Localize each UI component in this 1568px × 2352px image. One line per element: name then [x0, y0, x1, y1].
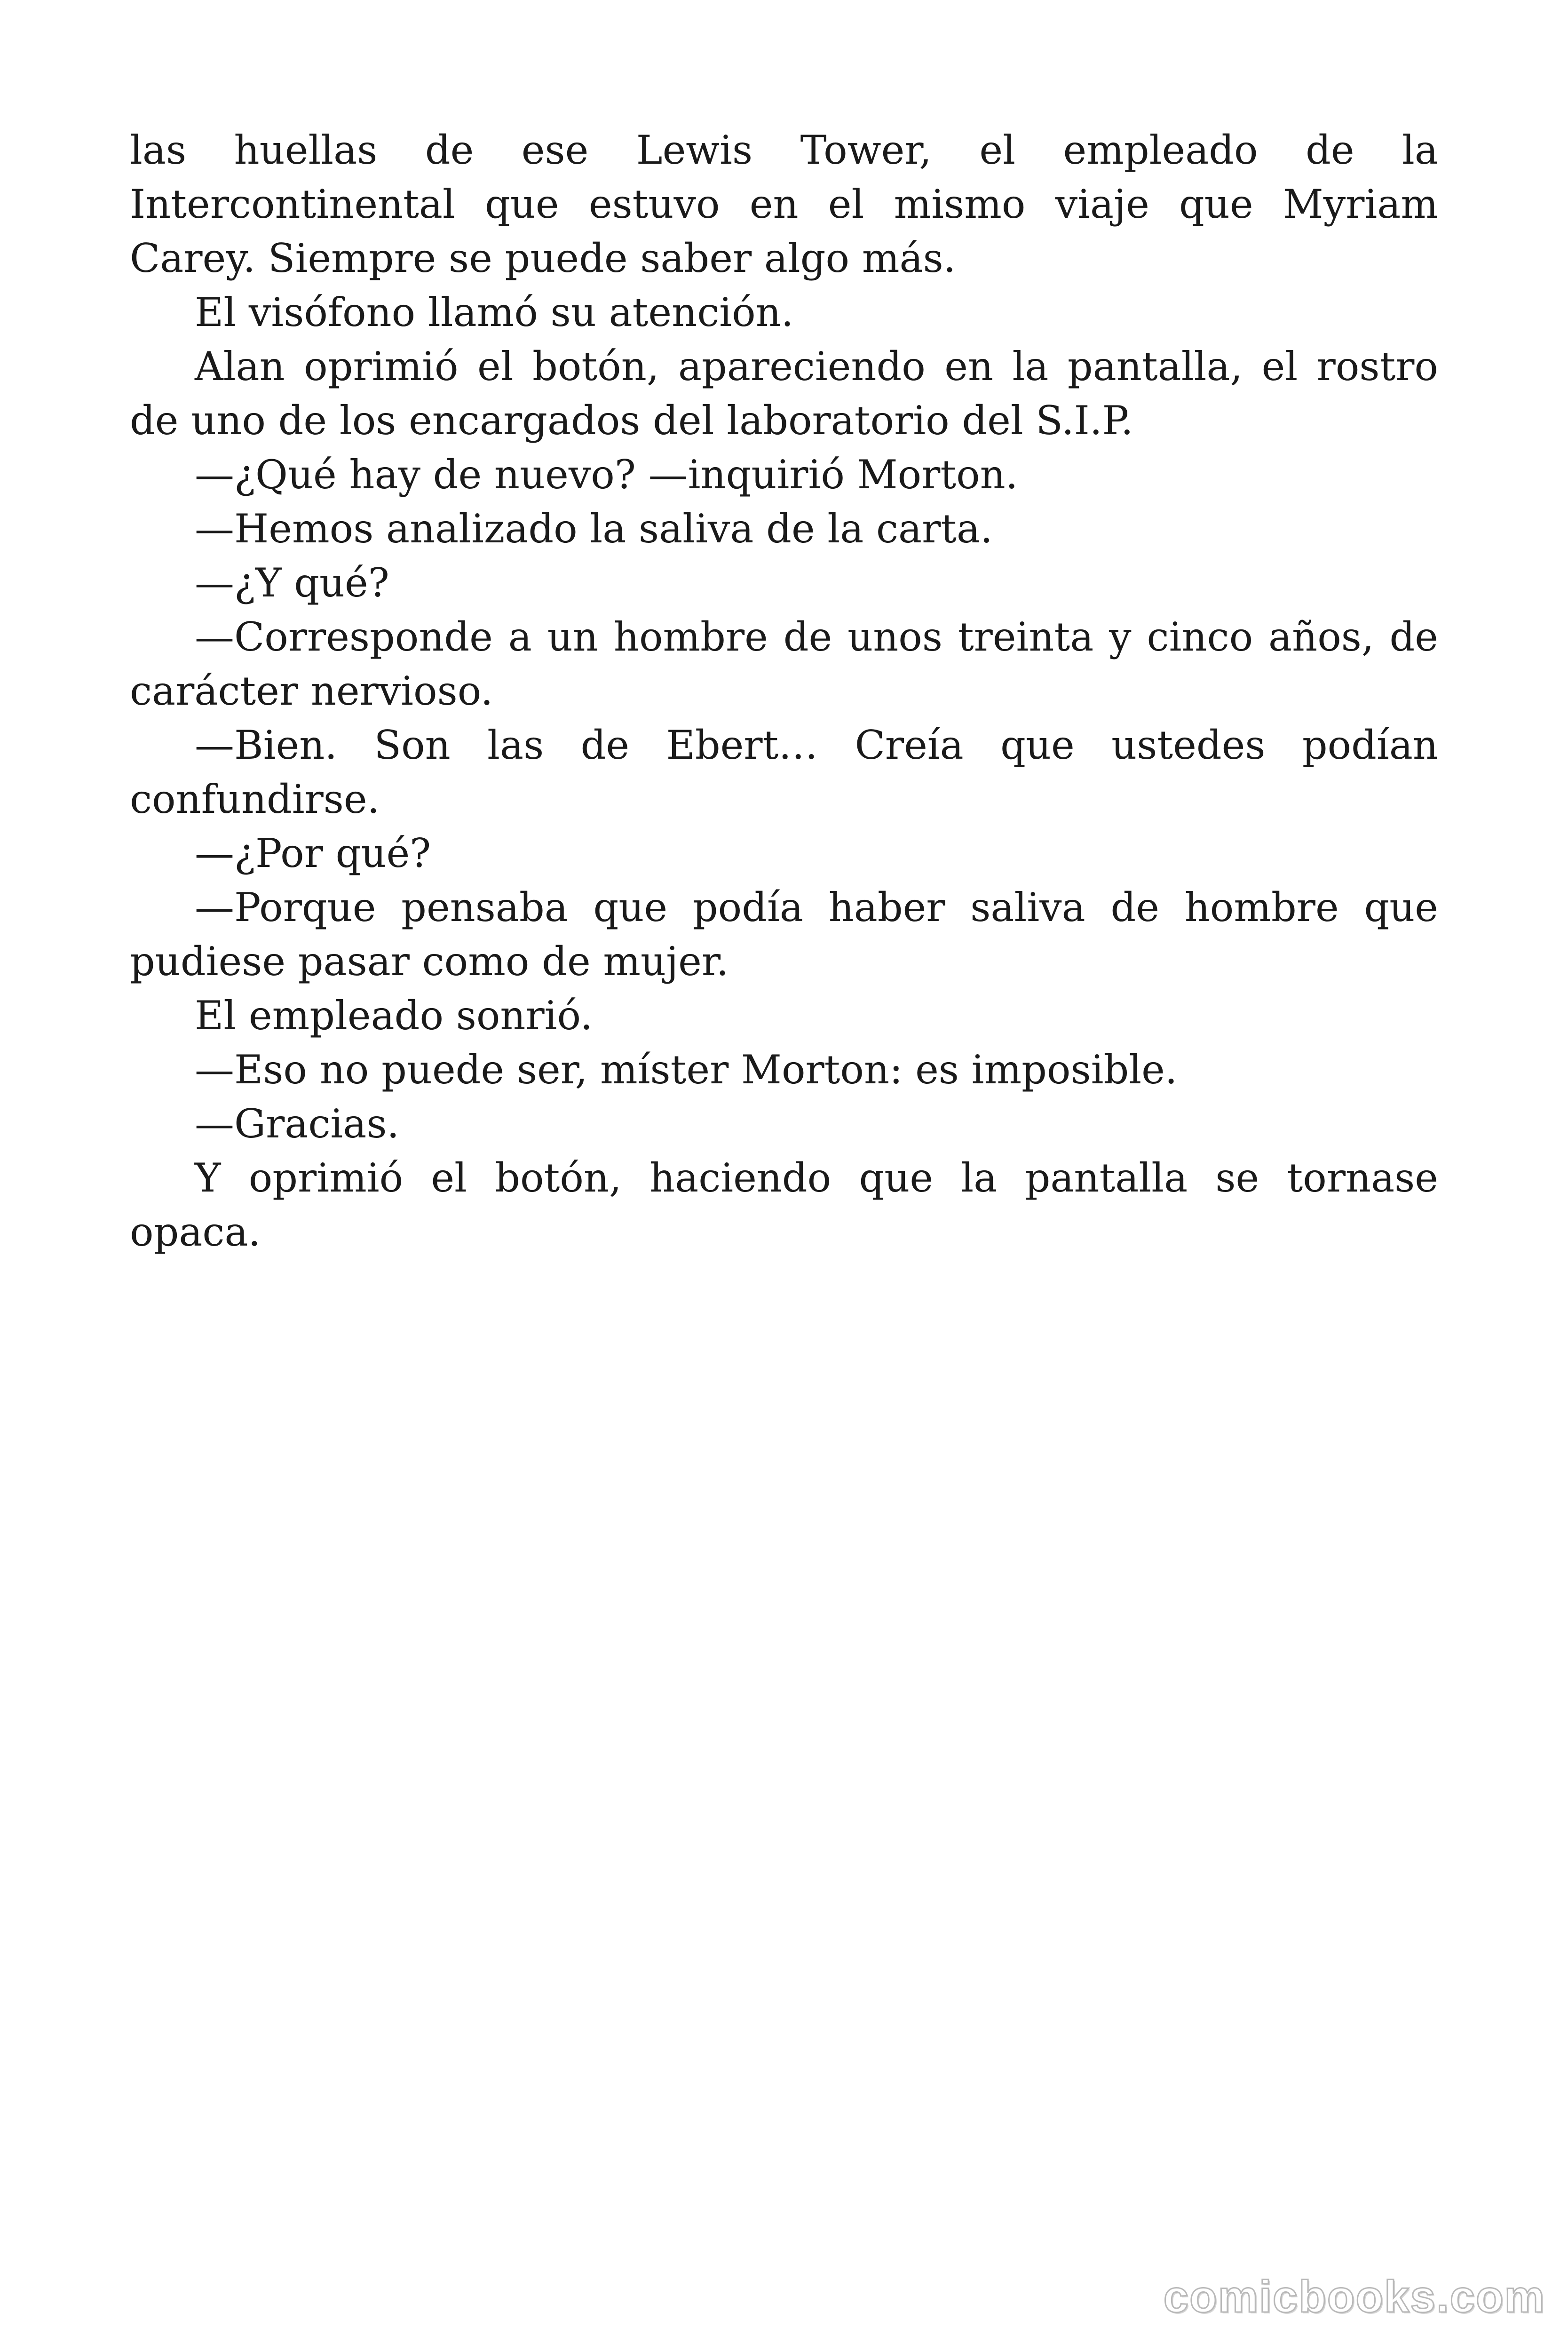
- dialogue-line: —¿Qué hay de nuevo? —inquirió Morton.: [195, 452, 1018, 498]
- paragraph-continued: las huellas de ese Lewis Tower, el empleado de la Intercontinental que estuvo en el mismo viaje que Myriam Carey. Siempre se puede saber algo más.: [130, 127, 1438, 281]
- paragraph: El empleado sonrió.: [195, 993, 593, 1039]
- dialogue-line: —Gracias.: [195, 1101, 400, 1147]
- dialogue-line: —Porque pensaba que podía haber saliva de hombre que pudiese pasar como de mujer.: [130, 884, 1438, 985]
- paragraph: Alan oprimió el botón, apareciendo en la pantalla, el rostro de uno de los encargados del laboratorio del S.I.P.: [130, 343, 1438, 444]
- paragraph: Y oprimió el botón, haciendo que la pantalla se tornase opaca.: [130, 1155, 1438, 1255]
- dialogue-line: —Eso no puede ser, míster Morton: es imposible.: [195, 1047, 1178, 1093]
- dialogue-line: —¿Por qué?: [195, 830, 431, 876]
- page-text: [130, 123, 1438, 1259]
- dialogue-line: —¿Y qué?: [195, 560, 389, 606]
- dialogue-line: —Bien. Son las de Ebert… Creía que ustedes podían confundirse.: [130, 722, 1438, 822]
- dialogue-line: —Hemos analizado la saliva de la carta.: [195, 506, 993, 552]
- paragraph: El visófono llamó su atención.: [195, 289, 794, 335]
- watermark-logo: comicbooks.com: [1163, 2272, 1545, 2322]
- dialogue-line: —Corresponde a un hombre de unos treinta y cinco años, de carácter nervioso.: [130, 614, 1438, 714]
